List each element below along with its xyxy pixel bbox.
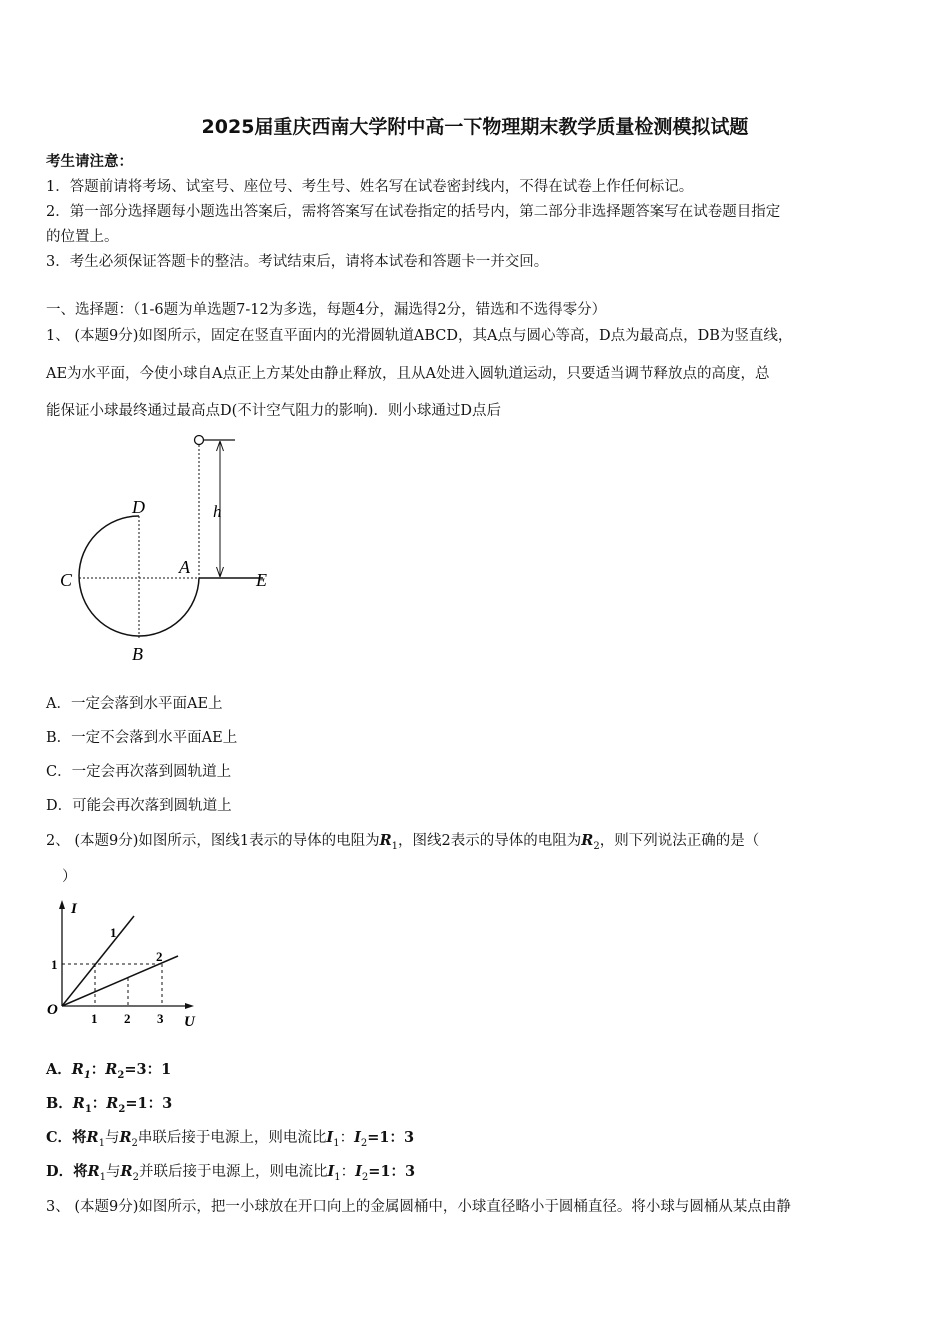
x-axis-arrow <box>185 1003 194 1009</box>
label-e: E <box>256 570 267 590</box>
q2-option-d[interactable]: D．将$R_1$与$R_2$并联后接于电源上，则电流比$I_1$：$I_2=1$：3 <box>46 1163 416 1183</box>
q2-option-b[interactable]: B．$R_1$：$R_2=1$：3 <box>46 1095 173 1115</box>
axis-label-i: I <box>71 901 77 917</box>
graph-line-1 <box>62 916 134 1006</box>
q1-option-d[interactable]: D．可能会再次落到圆轨道上 <box>46 798 232 814</box>
label-c: C <box>60 570 73 590</box>
q1-figure <box>55 430 285 665</box>
page-title: 2025届重庆西南大学附中高一下物理期末教学质量检测模拟试题 <box>201 116 749 138</box>
q1-stem-line: 1、 (本题9分)如图所示，固定在竖直平面内的光滑圆轨道ABCD，其A点与圆心等高，D点为最高点，DB为竖直线， <box>46 328 793 344</box>
q2-option-c[interactable]: C．将$R_1$与$R_2$串联后接于电源上，则电流比$I_1$：$I_2=1$：3 <box>46 1129 415 1149</box>
notice-item: 3．考生必须保证答题卡的整洁。考试结束后，请将本试卷和答题卡一并交回。 <box>46 254 549 270</box>
line-label-2: 2 <box>156 949 163 964</box>
notice-heading: 考生请注意： <box>46 153 133 170</box>
tick-label-x2: 2 <box>124 1011 131 1026</box>
tick-label-x3: 3 <box>157 1011 164 1026</box>
label-a: A <box>179 557 190 577</box>
q2-stem-line: 2、 (本题9分)如图所示，图线1表示的导体的电阻为$R_1$，图线2表示的导体的电阻为$R_2$，则下列说法正确的是（ <box>46 832 760 852</box>
tick-label-y1: 1 <box>51 957 58 972</box>
notice-item: 的位置上。 <box>46 229 119 245</box>
label-d: D <box>132 497 145 517</box>
y-axis-arrow <box>59 900 65 909</box>
notice-item: 2．第一部分选择题每小题选出答案后，需将答案写在试卷指定的括号内，第二部分非选择题答案写在试卷题目指定 <box>46 204 781 220</box>
origin-label: O <box>47 1002 58 1018</box>
q2-stem-line: ） <box>62 869 77 885</box>
line-label-1: 1 <box>110 925 117 940</box>
q2-option-a[interactable]: A．$R_1$：$R_2=3$：1 <box>46 1061 172 1081</box>
q1-stem-line: AE为水平面，今使小球自A点正上方某处由静止释放，且从A处进入圆轨道运动，只要适当调节释放点的高度，总 <box>46 366 770 382</box>
label-b: B <box>132 644 143 664</box>
ball <box>195 436 204 445</box>
q1-stem-line: 能保证小球最终通过最高点D(不计空气阻力的影响)．则小球通过D点后 <box>46 403 502 419</box>
q1-option-c[interactable]: C．一定会再次落到圆轨道上 <box>46 764 232 780</box>
tick-label-x1: 1 <box>91 1011 98 1026</box>
q3-stem-line: 3、 (本题9分)如图所示，把一小球放在开口向上的金属圆桶中，小球直径略小于圆桶直径。将小球与圆桶从某点由静 <box>46 1199 791 1215</box>
q2-figure <box>40 896 205 1034</box>
notice-item: 1．答题前请将考场、试室号、座位号、考生号、姓名写在试卷密封线内，不得在试卷上作任何标记。 <box>46 179 694 195</box>
axis-label-u: U <box>184 1014 195 1030</box>
section-heading: 一、选择题：（1-6题为单选题7-12为多选，每题4分，漏选得2分，错选和不选得零分） <box>46 302 607 318</box>
q1-option-a[interactable]: A．一定会落到水平面AE上 <box>46 696 223 712</box>
q1-option-b[interactable]: B．一定不会落到水平面AE上 <box>46 730 238 746</box>
label-h: h <box>213 502 222 521</box>
